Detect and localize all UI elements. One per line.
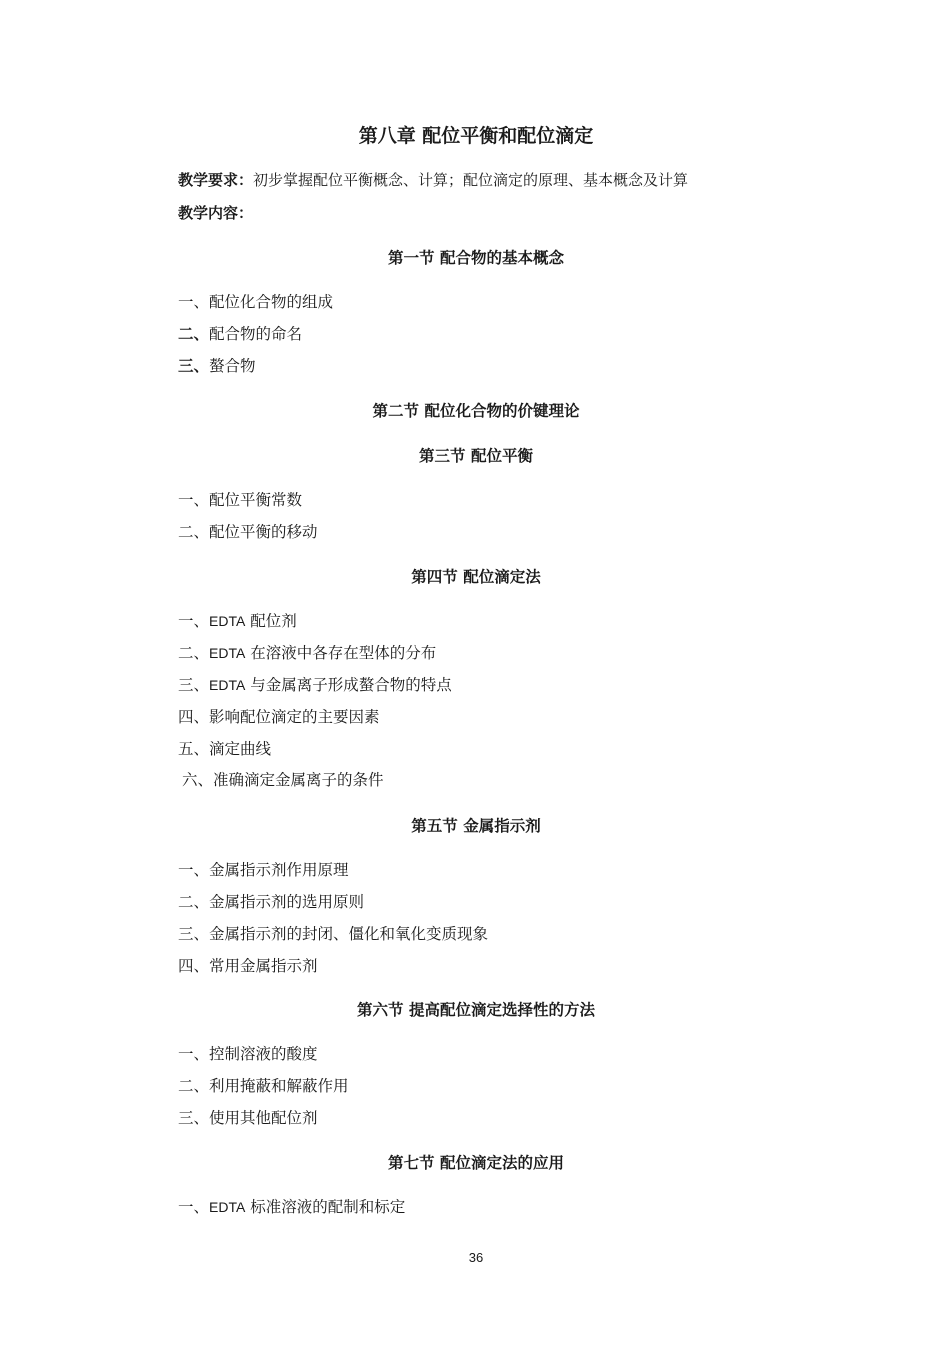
list-item: 二、配合物的命名	[178, 324, 303, 343]
list-item: 一、金属指示剂作用原理	[178, 861, 349, 879]
requirements-label: 教学要求：	[178, 171, 254, 189]
chapter-title: 第八章 配位平衡和配位滴定	[358, 125, 594, 147]
section-title: 第二节 配位化合物的价键理论	[372, 402, 580, 420]
list-item: 三、螯合物	[178, 356, 256, 375]
page-number: 36	[468, 1250, 484, 1265]
list-item: 一、EDTA 配位剂	[178, 612, 297, 630]
list-item: 二、配位平衡的移动	[178, 523, 318, 541]
list-item: 五、滴定曲线	[178, 740, 272, 758]
list-item: 六、准确滴定金属离子的条件	[182, 771, 384, 789]
list-item: 四、常用金属指示剂	[178, 957, 318, 975]
section-title: 第一节 配合物的基本概念	[388, 249, 564, 267]
list-item: 二、EDTA 在溶液中各存在型体的分布	[178, 644, 437, 662]
teaching-content-label: 教学内容：	[178, 204, 254, 222]
list-item: 四、影响配位滴定的主要因素	[178, 708, 380, 726]
section-title: 第四节 配位滴定法	[411, 568, 541, 586]
list-item: 一、配位平衡常数	[178, 491, 303, 509]
list-item: 二、金属指示剂的选用原则	[178, 893, 365, 911]
section-title: 第七节 配位滴定法的应用	[388, 1154, 564, 1172]
list-item: 三、金属指示剂的封闭、僵化和氧化变质现象	[178, 925, 489, 943]
teaching-requirements	[178, 169, 688, 190]
section-title: 第五节 金属指示剂	[411, 817, 541, 835]
list-item: 一、EDTA 标准溶液的配制和标定	[178, 1198, 406, 1216]
list-item: 二、利用掩蔽和解蔽作用	[178, 1077, 349, 1095]
section-title: 第三节 配位平衡	[419, 447, 533, 465]
list-item: 一、配位化合物的组成	[178, 293, 334, 311]
list-item: 三、EDTA 与金属离子形成螯合物的特点	[178, 676, 452, 694]
section-title: 第六节 提高配位滴定选择性的方法	[357, 1001, 595, 1019]
list-item: 三、使用其他配位剂	[178, 1109, 318, 1127]
list-item: 一、控制溶液的酸度	[178, 1045, 318, 1063]
requirements-text: 初步掌握配位平衡概念、计算；配位滴定的原理、基本概念及计算	[253, 171, 689, 189]
